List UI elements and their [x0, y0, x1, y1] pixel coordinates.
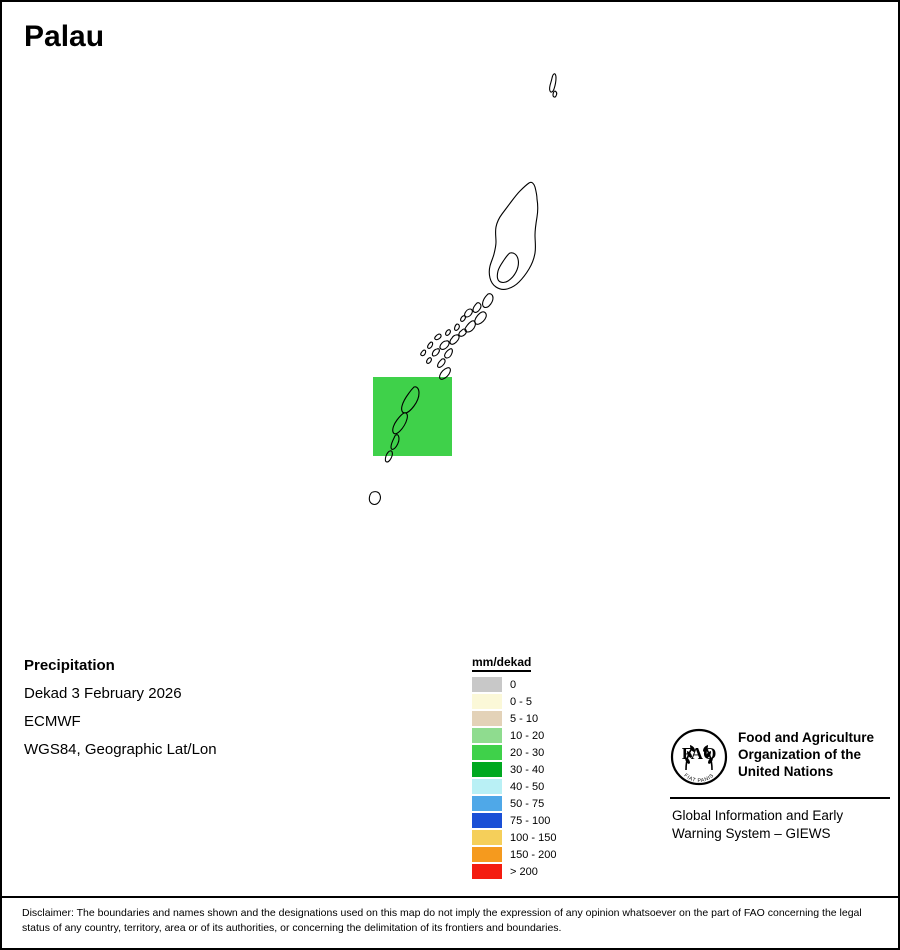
legend-label: 10 - 20	[510, 729, 545, 742]
legend-row	[472, 744, 602, 761]
svg-text:FAO: FAO	[681, 744, 717, 763]
legend-swatch	[472, 830, 502, 845]
legend-label: 40 - 50	[510, 780, 545, 793]
fao-branding	[670, 728, 890, 842]
legend-swatch	[472, 847, 502, 862]
info-line-date: Dekad 3 February 2026	[24, 685, 182, 702]
info-heading: Precipitation	[24, 657, 115, 674]
legend-swatch	[472, 728, 502, 743]
fao-emblem-icon	[670, 728, 728, 786]
legend-swatch	[472, 694, 502, 709]
legend-label: 0	[510, 678, 517, 691]
info-line-projection: WGS84, Geographic Lat/Lon	[24, 741, 217, 758]
legend-swatch	[472, 813, 502, 828]
legend-label: 0 - 5	[510, 695, 533, 708]
page-title: Palau	[24, 20, 105, 53]
legend-label: 50 - 75	[510, 797, 545, 810]
legend-label: 5 - 10	[510, 712, 539, 725]
giews-line-1: Global Information and Early	[672, 808, 844, 823]
legend-row	[472, 727, 602, 744]
giews-line-2: Warning System – GIEWS	[672, 825, 831, 841]
fao-org-line-2: Organization of the	[738, 746, 861, 762]
legend-swatch	[472, 762, 502, 777]
legend-swatch	[472, 745, 502, 760]
fao-organization-name	[738, 728, 874, 781]
disclaimer-bar	[2, 896, 898, 948]
fao-org-line-3: United Nations	[738, 763, 834, 779]
info-line-source: ECMWF	[24, 713, 81, 730]
legend-row	[472, 829, 602, 846]
legend-swatch	[472, 711, 502, 726]
divider	[670, 797, 890, 799]
legend-row	[472, 812, 602, 829]
legend-label: > 200	[510, 865, 538, 878]
legend-row	[472, 676, 602, 693]
legend-label: 150 - 200	[510, 848, 557, 861]
legend-row	[472, 778, 602, 795]
legend-label: 20 - 30	[510, 746, 545, 759]
fao-org-line-1: Food and Agriculture	[738, 730, 874, 745]
map-background	[2, 57, 898, 647]
legend-row	[472, 693, 602, 710]
disclaimer-text: Disclaimer: The boundaries and names shown and the designations used on this map do not imply the expression of any opinion whatsoever on the part of FAO concerning the legal status of any country, territory, area or of its authorities, or concerning the delimitation of its frontiers and boundaries.	[22, 907, 862, 935]
legend-title: mm/dekad	[472, 655, 531, 672]
legend	[472, 653, 602, 880]
giews-label	[670, 807, 890, 842]
legend-label: 100 - 150	[510, 831, 557, 844]
legend-swatch	[472, 677, 502, 692]
legend-row	[472, 863, 602, 880]
legend-swatch	[472, 779, 502, 794]
legend-swatch	[472, 864, 502, 879]
map-canvas	[2, 57, 898, 647]
legend-swatch	[472, 796, 502, 811]
legend-label: 75 - 100	[510, 814, 551, 827]
legend-label: 30 - 40	[510, 763, 545, 776]
svg-text:FIAT PANIS: FIAT PANIS	[682, 772, 716, 785]
legend-row	[472, 795, 602, 812]
legend-row	[472, 710, 602, 727]
legend-row	[472, 761, 602, 778]
map-info-block	[24, 657, 424, 769]
legend-row	[472, 846, 602, 863]
